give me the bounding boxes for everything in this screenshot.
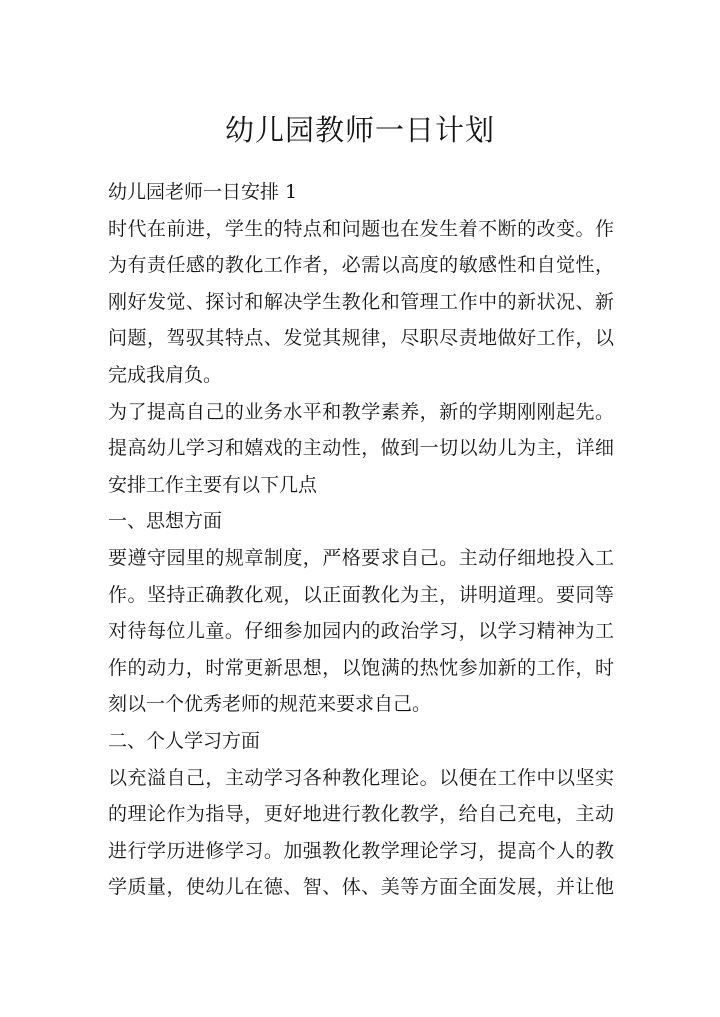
paragraph-line: 要遵守园里的规章制度，严格要求自己。主动仔细地投入工 xyxy=(108,546,614,569)
paragraph-line: 为了提高自己的业务水平和教学素养，新的学期刚刚起先。 xyxy=(108,400,614,423)
paragraph-line: 刻以一个优秀老师的规范来要求自己。 xyxy=(108,693,432,716)
paragraph-line: 学质量，使幼儿在德、智、体、美等方面全面发展，并让他 xyxy=(108,876,614,899)
paragraph-line: 安排工作主要有以下几点 xyxy=(108,473,318,496)
paragraph-line: 的理论作为指导，更好地进行教化教学，给自己充电，主动 xyxy=(108,803,614,826)
paragraph-line: 完成我肩负。 xyxy=(108,363,223,386)
paragraph-line: 对待每位儿童。仔细参加园内的政治学习，以学习精神为工 xyxy=(108,620,614,643)
paragraph-line: 进行学历进修学习。加强教化教学理论学习，提高个人的教 xyxy=(108,839,614,862)
paragraph-line: 为有责任感的教化工作者，必需以高度的敏感性和自觉性， xyxy=(108,254,614,277)
section-heading: 一、思想方面 xyxy=(108,510,223,533)
paragraph-line: 时代在前进，学生的特点和问题也在发生着不断的改变。作 xyxy=(108,217,614,240)
paragraph-line: 刚好发觉、探讨和解决学生教化和管理工作中的新状况、新 xyxy=(108,290,614,313)
paragraph-line: 问题，驾驭其特点、发觉其规律，尽职尽责地做好工作，以 xyxy=(108,327,614,350)
document-body xyxy=(108,174,614,906)
paragraph-line: 以充溢自己，主动学习各种教化理论。以便在工作中以坚实 xyxy=(108,766,614,789)
section-heading: 二、个人学习方面 xyxy=(108,729,261,752)
paragraph-line: 提高幼儿学习和嬉戏的主动性，做到一切以幼儿为主，详细 xyxy=(108,437,614,460)
document-title: 幼儿园教师一日计划 xyxy=(224,113,495,147)
section-heading: 幼儿园老师一日安排 1 xyxy=(108,181,298,203)
paragraph-line: 作。坚持正确教化观，以正面教化为主，讲明道理。要同等 xyxy=(108,583,614,606)
paragraph-line: 作的动力，时常更新思想，以饱满的热忱参加新的工作，时 xyxy=(108,656,614,679)
